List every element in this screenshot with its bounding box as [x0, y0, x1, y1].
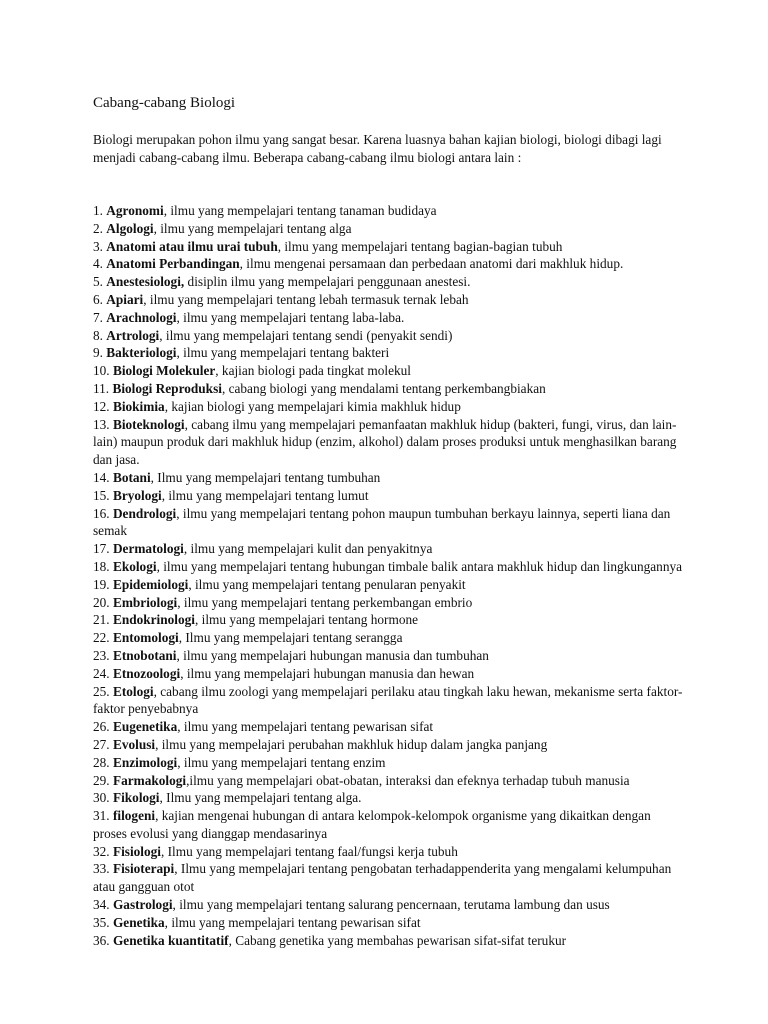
item-number: 8.: [93, 327, 107, 343]
list-item: [93, 540, 683, 558]
item-term: Anatomi Perbandingan: [106, 256, 240, 272]
list-item: [93, 772, 683, 790]
item-description: , ilmu yang mempelajari tentang salurang pencernaan, terutama lambung dan usus: [172, 897, 610, 913]
list-item: [93, 932, 683, 950]
item-term: Biologi Molekuler: [112, 363, 216, 379]
item-number: 21.: [93, 612, 113, 628]
item-description: , ilmu yang mempelajari tentang bakteri: [176, 345, 390, 361]
item-term: Fikologi: [112, 790, 160, 806]
item-number: 28.: [93, 754, 113, 770]
item-term: filogeni: [112, 808, 156, 824]
item-term: Biologi Reproduksi: [112, 380, 222, 396]
list-item: [93, 914, 683, 932]
item-term: Entomologi: [112, 630, 179, 646]
item-term: Agronomi: [106, 203, 164, 218]
list-item: [93, 344, 683, 362]
item-term: Etnobotani: [112, 647, 177, 663]
item-description: , ilmu yang mempelajari tentang penularan penyakit: [188, 576, 466, 592]
item-term: Farmakologi: [112, 772, 187, 788]
item-term: Artrologi: [106, 327, 160, 343]
item-number: 32.: [93, 843, 113, 859]
list-item: [93, 380, 683, 398]
item-number: 19.: [93, 576, 113, 592]
item-number: 24.: [93, 665, 113, 681]
item-term: Anestesiologi,: [106, 274, 185, 290]
item-description: , ilmu yang mempelajari tentang lebah termasuk ternak lebah: [143, 291, 469, 307]
list-item: [93, 665, 683, 683]
item-term: Etnozoologi: [112, 665, 181, 681]
item-description: , kajian mengenai hubungan di antara kelompok-kelompok organisme yang dikaitkan dengan proses evolusi yang dianggap mendasarinya: [93, 808, 651, 841]
item-term: Genetika: [112, 914, 165, 930]
item-description: , Cabang genetika yang membahas pewarisan sifat-sifat terukur: [228, 932, 567, 948]
item-number: 23.: [93, 647, 113, 663]
list-item: [93, 611, 683, 629]
item-term: Evolusi: [112, 736, 156, 752]
item-description: , ilmu yang mempelajari tentang perkembangan embrio: [177, 594, 473, 610]
item-number: 20.: [93, 594, 113, 610]
item-number: 4.: [93, 256, 107, 272]
item-number: 27.: [93, 736, 113, 752]
list-item: [93, 576, 683, 594]
item-number: 31.: [93, 808, 113, 824]
item-number: 14.: [93, 469, 113, 485]
item-number: 10.: [93, 363, 113, 379]
item-number: 17.: [93, 541, 113, 557]
item-description: , cabang ilmu zoologi yang mempelajari perilaku atau tingkah laku hewan, mekanisme serta faktor-faktor penyebabnya: [93, 683, 683, 717]
list-item: [93, 398, 683, 416]
item-description: , ilmu yang mempelajari tentang hormone: [194, 612, 419, 628]
item-number: 1.: [93, 203, 107, 218]
item-description: , ilmu yang mempelajari tentang pewarisan sifat: [164, 914, 421, 930]
item-description: , ilmu yang mempelajari tentang tanaman budidaya: [163, 203, 437, 218]
item-description: , cabang ilmu yang mempelajari pemanfaatan makhluk hidup (bakteri, fungi, virus, dan lain-lain) maupun produk dari makhluk hidup (enzim, alkohol) dalam proses produksi untuk menghasilkan barang dan jasa.: [93, 416, 677, 468]
item-number: 7.: [93, 309, 107, 325]
item-term: Apiari: [106, 291, 144, 307]
list-item: [93, 647, 683, 665]
list-item: [93, 273, 683, 291]
item-description: , kajian biologi yang mempelajari kimia makhluk hidup: [164, 398, 461, 414]
intro-paragraph: Biologi merupakan pohon ilmu yang sangat besar. Karena luasnya bahan kajian biologi, biologi dibagi lagi menjadi cabang-cabang ilmu. Beberapa cabang-cabang ilmu biologi antara lain :: [93, 132, 662, 165]
item-description: , Ilmu yang mempelajari tentang alga.: [159, 790, 362, 806]
list-item: [93, 754, 683, 772]
item-description: , ilmu yang mempelajari tentang lumut: [161, 487, 369, 503]
item-term: Genetika kuantitatif: [112, 932, 229, 948]
item-number: 16.: [93, 505, 113, 521]
item-number: 5.: [93, 274, 107, 290]
item-term: Anatomi atau ilmu urai tubuh: [106, 238, 278, 254]
list-item: [93, 558, 683, 576]
item-term: Arachnologi: [106, 309, 177, 325]
item-description: , ilmu yang mempelajari tentang bagian-bagian tubuh: [277, 238, 563, 254]
document-title: Cabang-cabang Biologi: [93, 95, 236, 111]
list-item: [93, 683, 683, 719]
item-number: 36.: [93, 932, 113, 948]
item-description: , ilmu yang mempelajari perubahan makhluk hidup dalam jangka panjang: [155, 736, 548, 752]
list-item: [93, 896, 683, 914]
item-term: Gastrologi: [112, 897, 173, 913]
item-number: 35.: [93, 914, 113, 930]
item-number: 29.: [93, 772, 113, 788]
item-description: ,ilmu yang mempelajari obat-obatan, interaksi dan efeknya terhadap tubuh manusia: [186, 772, 630, 788]
list-item: [93, 469, 683, 487]
list-item: [93, 860, 683, 896]
list-item: [93, 629, 683, 647]
item-number: 26.: [93, 719, 113, 735]
item-number: 34.: [93, 897, 113, 913]
item-term: Botani: [112, 469, 151, 485]
item-description: , ilmu yang mempelajari tentang pohon maupun tumbuhan berkayu lainnya, seperti liana dan semak: [93, 505, 671, 539]
item-number: 9.: [93, 345, 107, 361]
list-item: [93, 291, 683, 309]
list-item: [93, 487, 683, 505]
list-item: [93, 718, 683, 736]
item-term: Endokrinologi: [112, 612, 195, 628]
list-item: [93, 202, 683, 220]
item-term: Embriologi: [112, 594, 178, 610]
item-description: , Ilmu yang mempelajari tentang tumbuhan: [150, 469, 381, 485]
item-term: Eugenetika: [112, 719, 178, 735]
item-number: 2.: [93, 220, 107, 236]
item-description: , ilmu yang mempelajari kulit dan penyakitnya: [183, 541, 433, 557]
item-number: 30.: [93, 790, 113, 806]
list-item: [93, 807, 683, 843]
item-number: 12.: [93, 398, 113, 414]
item-description: , ilmu yang mempelajari tentang hubungan timbale balik antara makhluk hidup dan lingkungannya: [156, 558, 683, 574]
item-description: , Ilmu yang mempelajari tentang pengobatan terhadappenderita yang mengalami kelumpuhan atau gangguan otot: [93, 861, 672, 895]
item-description: , ilmu yang mempelajari tentang pewarisan sifat: [177, 719, 434, 735]
item-description: , ilmu mengenai persamaan dan perbedaan anatomi dari makhluk hidup.: [239, 256, 624, 272]
item-number: 18.: [93, 558, 113, 574]
item-number: 15.: [93, 487, 113, 503]
list-item: [93, 736, 683, 754]
list-item: [93, 505, 683, 541]
item-term: Biokimia: [112, 398, 165, 414]
list-item: [93, 594, 683, 612]
item-description: , ilmu yang mempelajari hubungan manusia dan tumbuhan: [176, 647, 489, 663]
item-number: 22.: [93, 630, 113, 646]
item-term: Bakteriologi: [106, 345, 177, 361]
list-item: [93, 843, 683, 861]
item-description: disiplin ilmu yang mempelajari penggunaan anestesi.: [184, 274, 471, 290]
item-description: , Ilmu yang mempelajari tentang serangga: [178, 630, 403, 646]
item-term: Ekologi: [112, 558, 157, 574]
item-description: , Ilmu yang mempelajari tentang faal/fungsi kerja tubuh: [160, 843, 458, 859]
list-item: [93, 255, 683, 273]
item-term: Dermatologi: [112, 541, 184, 557]
item-term: Etologi: [112, 683, 154, 699]
list-item: [93, 789, 683, 807]
item-description: , kajian biologi pada tingkat molekul: [215, 363, 411, 379]
item-term: Bryologi: [112, 487, 162, 503]
item-number: 6.: [93, 291, 107, 307]
list-item: [93, 238, 683, 256]
item-number: 11.: [93, 380, 113, 396]
item-number: 25.: [93, 683, 113, 699]
item-number: 33.: [93, 861, 113, 877]
item-term: Algologi: [106, 220, 154, 236]
item-term: Fisioterapi: [112, 861, 175, 877]
list-item: [93, 220, 683, 238]
list-item: [93, 309, 683, 327]
item-description: , ilmu yang mempelajari tentang sendi (penyakit sendi): [159, 327, 453, 343]
item-number: 3.: [93, 238, 107, 254]
item-term: Dendrologi: [112, 505, 177, 521]
list-item: [93, 362, 683, 380]
item-term: Fisiologi: [112, 843, 161, 859]
item-description: , cabang biologi yang mendalami tentang perkembangbiakan: [221, 380, 546, 396]
item-term: Enzimologi: [112, 754, 178, 770]
item-description: , ilmu yang mempelajari tentang laba-laba.: [176, 309, 405, 325]
item-description: , ilmu yang mempelajari hubungan manusia dan hewan: [180, 665, 475, 681]
list-item: [93, 327, 683, 345]
item-description: , ilmu yang mempelajari tentang alga: [153, 220, 352, 236]
list-item: [93, 416, 683, 469]
item-number: 13.: [93, 416, 113, 432]
biology-branch-list: [93, 202, 683, 949]
item-term: Bioteknologi: [112, 416, 185, 432]
item-description: , ilmu yang mempelajari tentang enzim: [177, 754, 386, 770]
item-term: Epidemiologi: [112, 576, 189, 592]
